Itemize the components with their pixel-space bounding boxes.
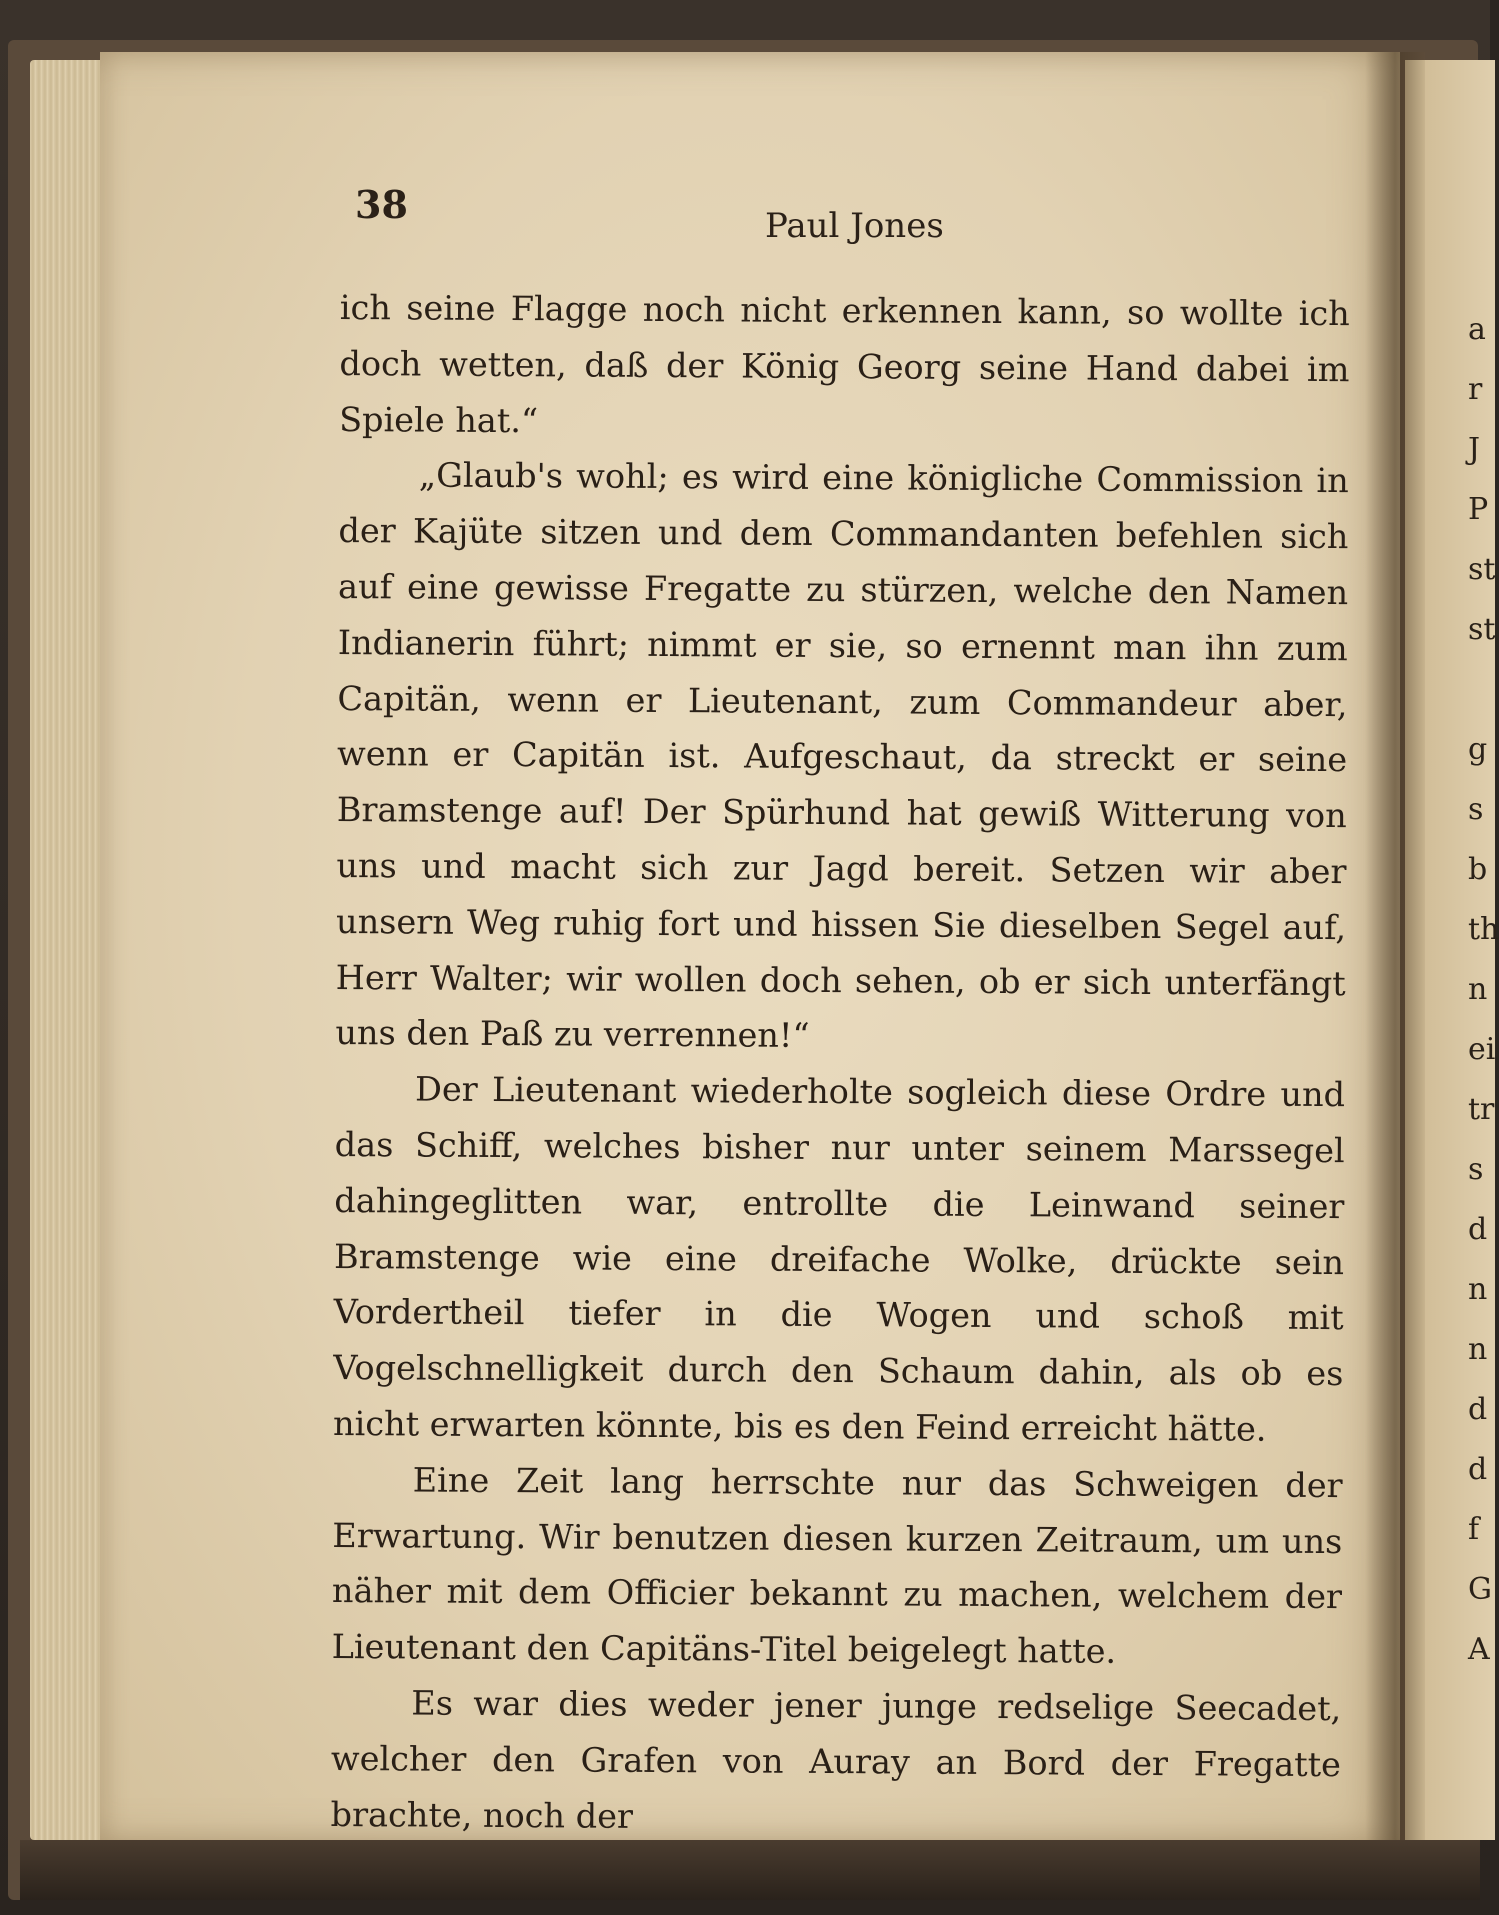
facing-fragment: [1468, 660, 1499, 720]
facing-fragment: P: [1468, 492, 1489, 527]
paragraph-5: Es war dies weder jener junge redselige Seecadet, welcher den Grafen von Auray an Bord der Fregatte brachte, noch der: [330, 1683, 1342, 1836]
paragraph-1: ich seine Flagge noch nicht erkennen kann, so wollte ich doch wetten, daß der König Georg seine Hand dabei im Spiele hat.“: [339, 287, 1350, 440]
facing-fragment: J: [1468, 432, 1481, 467]
facing-fragment: n: [1468, 972, 1488, 1007]
facing-fragment: st: [1468, 552, 1496, 587]
facing-fragment: b: [1468, 852, 1488, 887]
facing-fragment: tr: [1468, 1092, 1495, 1127]
facing-fragment: n: [1468, 1272, 1488, 1307]
facing-fragment: ei: [1468, 1032, 1496, 1067]
facing-fragment: d: [1468, 1212, 1488, 1247]
book-gutter: [1365, 52, 1425, 1842]
facing-fragment: g: [1468, 732, 1488, 767]
facing-page-text-fragments: [1468, 300, 1499, 1680]
facing-fragment: d: [1468, 1452, 1488, 1487]
body-text: [330, 280, 1350, 1848]
facing-fragment: f: [1468, 1512, 1480, 1547]
facing-fragment: G: [1468, 1572, 1492, 1607]
facing-fragment: A: [1468, 1632, 1490, 1667]
facing-fragment: r: [1468, 372, 1483, 407]
facing-fragment: s: [1468, 1152, 1484, 1187]
paragraph-3: Der Lieutenant wiederholte sogleich diese Ordre und das Schiff, welches bisher nur unter seinem Marssegel dahingeglitten war, entrollte die Leinwand seiner Bramstenge wie eine dreifache Wolke, drückte sein Vordertheil tiefer in die Wogen und schoß mit Vogelschnelligkeit durch den Schaum dahin, als ob es nicht erwarten könnte, bis es den Feind erreicht hätte.: [332, 1069, 1346, 1449]
facing-fragment: s: [1468, 792, 1484, 827]
facing-fragment: n: [1468, 1332, 1488, 1367]
page-header: [355, 182, 1315, 246]
facing-fragment: a: [1468, 312, 1486, 347]
paragraph-2: „Glaub's wohl; es wird eine königliche Commission in der Kajüte sitzen und dem Commandanten befehlen sich auf eine gewisse Fregatte zu stürzen, welche den Namen Indianerin führt; nimmt er sie, so ernennt man ihn zum Capitän, wenn er Lieutenant, zum Commandeur aber, wenn er Capitän ist. Aufgeschaut, da streckt er seine Bramstenge auf! Der Spürhund hat gewiß Witterung von uns und macht sich zur Jagd bereit. Setzen wir aber unsern Weg ruhig fort und hissen Sie dieselben Segel auf, Herr Walter; wir wollen doch sehen, ob er sich unterfängt uns den Paß zu verrennen!“: [335, 455, 1349, 1056]
facing-fragment: st: [1468, 612, 1496, 647]
paragraph-4: Eine Zeit lang herrschte nur das Schweigen der Erwartung. Wir benutzen diesen kurzen Zeitraum, um uns näher mit dem Officier bekannt zu machen, welchem der Lieutenant den Capitäns-Titel beigelegt hatte.: [331, 1460, 1343, 1671]
facing-fragment: d: [1468, 1392, 1488, 1427]
cover-bottom-edge: [20, 1840, 1480, 1900]
page-number: 38: [355, 182, 408, 227]
facing-fragment: th: [1468, 912, 1499, 947]
running-title: Paul Jones: [765, 206, 944, 246]
